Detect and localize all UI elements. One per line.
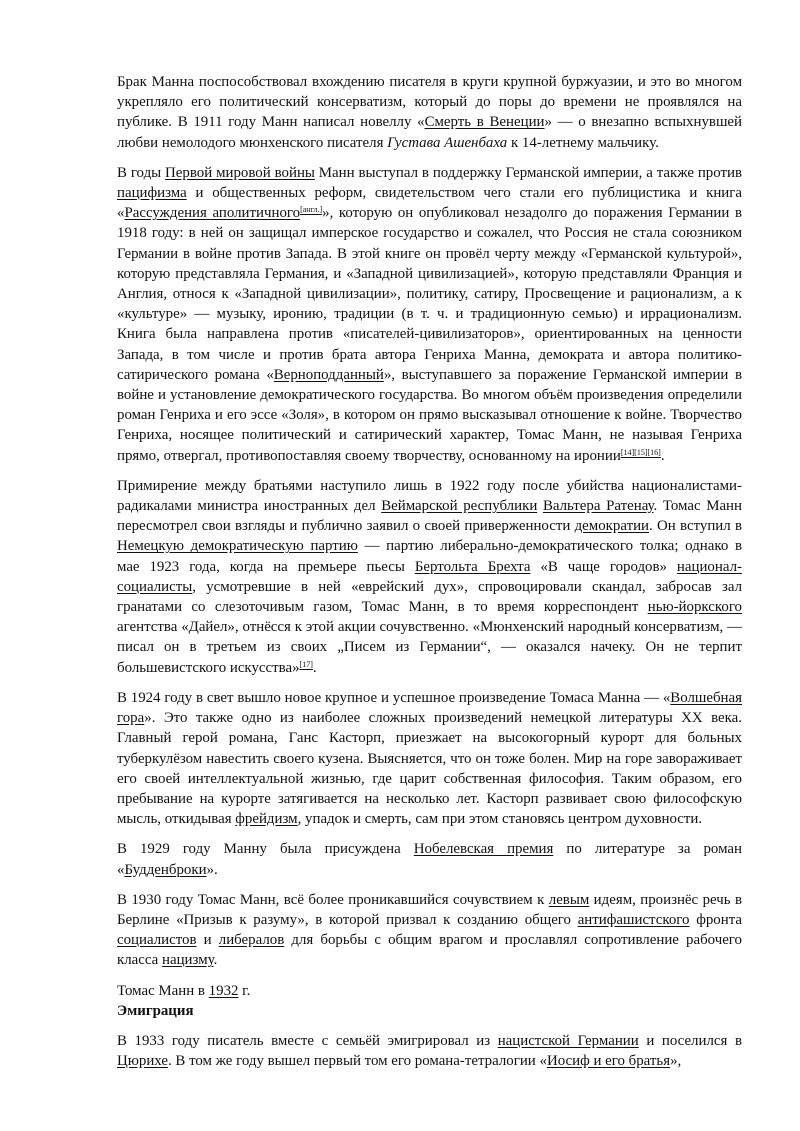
text: Томас Манн в (117, 982, 209, 999)
link-nazi-germany[interactable]: нацистской Германии (497, 1032, 639, 1049)
footnote-link-14[interactable]: [14] (620, 447, 635, 457)
text: Манн выступал в поддержку Германской империи, а также против (314, 164, 742, 181)
link-freudianism[interactable]: фрейдизм (235, 811, 298, 828)
paragraph-world-war (117, 163, 742, 466)
character-name: Густава Ашенбаха (387, 134, 508, 151)
link-democracy[interactable]: демократии (574, 518, 650, 535)
text: Примирение между братьями наступило лишь в 1922 году после убийства националистами-радикалами министра иностранных дел (117, 477, 742, 515)
link-national-socialists[interactable]: национал-социалисты (117, 558, 742, 595)
link-nobel-prize[interactable]: Нобелевская премия (413, 841, 554, 858)
link-buddenbrooks[interactable]: Будденброки (124, 861, 207, 878)
paragraph-marriage (117, 72, 742, 153)
text: фронта (689, 911, 742, 928)
text: агентства «Дайел», отнёсся к этой акции сочувственно. «Мюнхенский народный консерватизм, — писал он в третьем из своих „Писем из Германии“, — оказался начеку. Он не терпит большевистского искусства» (117, 619, 742, 676)
link-death-in-venice[interactable]: Смерть в Венеции (424, 114, 545, 131)
text: В 1930 году Томас Манн, всё более проникавшийся сочувствием к (117, 891, 549, 908)
paragraph-magic-mountain (117, 688, 742, 829)
text: ». (206, 861, 218, 878)
link-magic-mountain[interactable]: Волшебная гора (117, 689, 742, 727)
link-socialists[interactable]: социалистов (117, 932, 197, 949)
link-pacifism[interactable]: пацифизма (117, 185, 187, 202)
text: , упадок и смерть, сам при этом становясь центром духовности. (297, 811, 703, 828)
link-english-note[interactable]: [англ.] (300, 205, 323, 215)
text: , усмотревшие в ней «еврейский дух», спровоцировали скандал, забросав зал гранатами со слезоточивым газом, Томас Манн, в то время корреспондент (117, 578, 742, 616)
text: идеям, произнёс речь в Берлине «Призыв к разуму», в которой призвал к созданию общего (117, 891, 742, 928)
text: и поселился в (638, 1032, 742, 1049)
link-der-untertan[interactable]: Верноподданный (273, 366, 384, 383)
text: «В чаще городов» (530, 558, 677, 575)
paragraph-appeal-to-reason (117, 890, 742, 971)
text: . (312, 659, 317, 676)
text: . Он вступил в (649, 518, 742, 535)
text: . Томас Манн пересмотрел свои взгляды и публично заявил о своей приверженности (117, 498, 742, 535)
link-left-wing[interactable]: левым (548, 891, 590, 908)
link-antifascist[interactable]: антифашистского (577, 911, 690, 928)
link-weimar-republic[interactable]: Веймарской республики (381, 498, 538, 515)
link-german-democratic-party[interactable]: Немецкую демократическую партию (117, 538, 358, 555)
link-new-york[interactable]: нью-йоркского (647, 599, 742, 616)
text: по литературе за роман « (117, 841, 742, 878)
image-caption (117, 981, 742, 1001)
text: В 1924 году в свет вышло новое крупное и успешное произведение Томаса Манна — « (117, 689, 671, 706)
text: ». Это также одно из наиболее сложных произведений немецкой литературы XX века. Главный герой романа, Ганс Касторп, приезжает на высокогорный курорт для больных туберкулёзом навестить своего кузена. Выясняется, что он тоже болен. Мир на горе завораживает его своей интеллектуальной жизнью, где царит собственная философия. Таким образом, его пребывание на курорте затягивается на несколько лет. Касторп развивает свою философскую мысль, откидывая (117, 710, 742, 828)
link-walther-rathenau[interactable]: Вальтера Ратенау (542, 498, 654, 515)
text: для борьбы с общим врагом и прославлял сопротивление рабочего класса (117, 932, 742, 969)
document-page (117, 72, 742, 1081)
text: и общественных реформ, свидетельством чего стали его публицистика и книга « (117, 185, 742, 222)
text: г. (238, 982, 251, 999)
text: Брак Манна поспособствовал вхождению писателя в круги крупной буржуазии, и это во многом укрепляло его политический консерватизм, который до поры до времени не проявлялся на публике. В 1911 году Манн написал новеллу « (117, 74, 742, 131)
paragraph-nobel-prize (117, 839, 742, 879)
text: В 1933 году писатель вместе с семьёй эмигрировал из (117, 1032, 498, 1049)
text: . (660, 447, 665, 464)
paragraph-emigration (117, 1031, 742, 1071)
text: . В том же году вышел первый том его романа-тетралогии « (167, 1053, 547, 1070)
footnote-link-17[interactable]: [17] (299, 659, 313, 669)
link-liberals[interactable]: либералов (218, 932, 285, 949)
link-world-war-one[interactable]: Первой мировой войны (165, 164, 315, 181)
text: . (213, 952, 218, 969)
text: », выступавшего за поражение Германской империи в войне и установление демократического государства. Во многом объём произведения определили роман Генриха и его эссе «Золя», в котором он прямо высказывал отношение к войне. Творчество Генриха, носящее политический и сатирический характер, Томас Манн, не называя Генриха прямо, отвергал, противопоставляя своему творчеству, основанному на иронии (117, 366, 742, 464)
text: к 14-летнему мальчику. (507, 134, 659, 151)
text: — партию либерально-демократического толка; однако в мае 1923 года, когда на премьере пьесы (117, 538, 742, 575)
link-nazism[interactable]: нацизму (162, 952, 214, 969)
link-reflections-nonpolitical[interactable]: Рассуждения аполитичного (124, 205, 301, 222)
footnote-link-15[interactable]: [15] (634, 447, 648, 457)
text: » — о внезапно вспыхнувшей любви немолодого мюнхенского писателя (117, 114, 742, 151)
paragraph-reconciliation (117, 476, 742, 678)
footnote-refs (300, 660, 313, 669)
text: », (670, 1053, 682, 1070)
link-zurich[interactable]: Цюрихе (117, 1053, 168, 1070)
footnote-link-16[interactable]: [16] (647, 447, 661, 457)
footnote-refs (621, 448, 661, 457)
text: В 1929 году Манну была присуждена (117, 841, 414, 858)
language-note (300, 205, 322, 214)
link-bertolt-brecht[interactable]: Бертольта Брехта (414, 558, 531, 575)
text: », которую он опубликовал незадолго до поражения Германии в 1918 году: в ней он защищал имперское государство и сожалел, что Россия не стала союзником Германии в войне против Запада. В этой книге он провёл черту между «Германской культурой», которую представляла Германия, и «Западной цивилизацией», которую представляли Франция и Англия, относя к «Западной цивилизации», политику, сатиру, Просвещение и рационализм, а к «культуре» — музыку, иронию, традиции (в т. ч. и традиционную семью) и иррационализм. Книга была направлена против «писателей-цивилизаторов», ориентированных на ценности Запада, в том числе и против брата автора Генриха Манна, демократа и автора политико-сатирического романа « (117, 205, 742, 383)
text: В годы (117, 164, 166, 181)
link-year-1932[interactable]: 1932 (208, 982, 239, 999)
text: и (196, 932, 219, 949)
section-heading-emigration: Эмиграция (117, 1002, 194, 1019)
link-joseph-and-his-brothers[interactable]: Иосиф и его братья (546, 1053, 671, 1070)
